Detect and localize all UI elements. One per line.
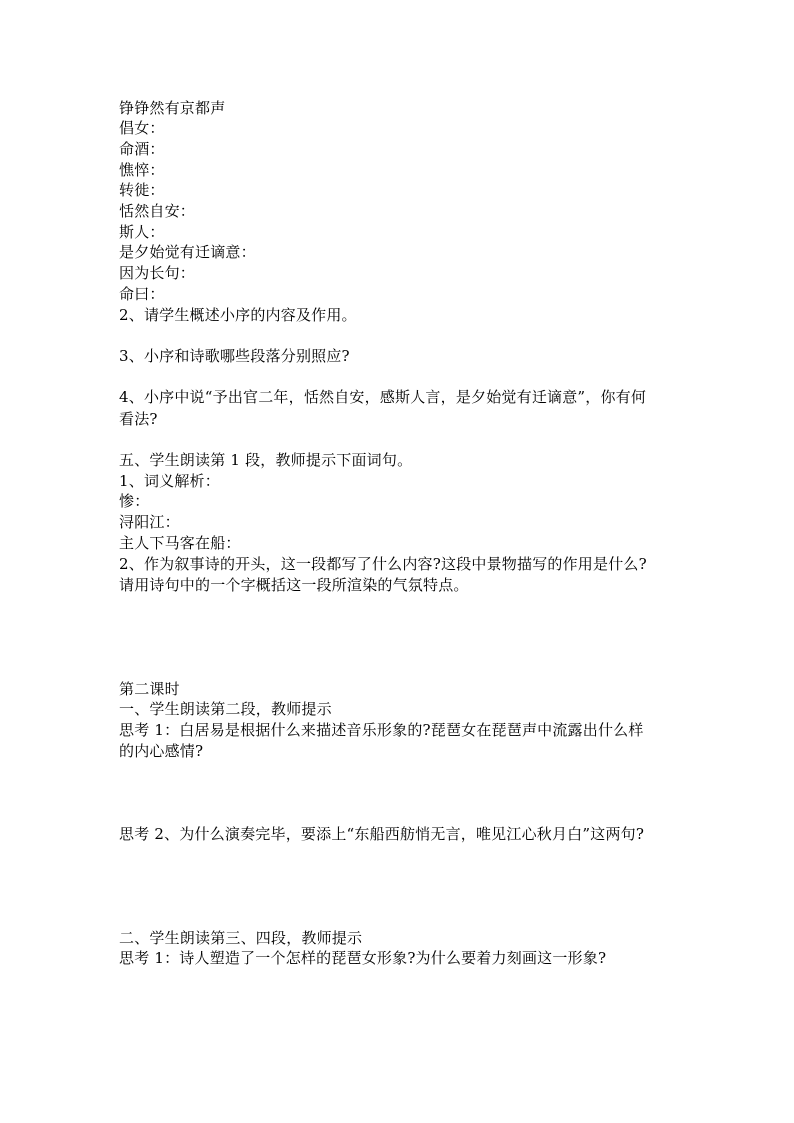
text-line: 思考 1：诗人塑造了一个怎样的琵琶女形象?为什么要着力刻画这一形象? (119, 949, 607, 967)
text-line: 请用诗句中的一个字概括这一段所渲染的气氛特点。 (119, 576, 469, 594)
text-line: 五、学生朗读第 1 段，教师提示下面词句。 (119, 451, 413, 469)
section-heading: 第二课时 (119, 680, 180, 698)
text-line: 倡女： (119, 119, 165, 137)
text-line: 思考 2、为什么演奏完毕，要添上“东船西舫悄无言，唯见江心秋月白”这两句? (119, 825, 645, 843)
text-line: 是夕始觉有迁谪意： (119, 243, 256, 261)
text-line: 憔悴： (119, 161, 165, 179)
text-line: 浔阳江： (119, 513, 180, 531)
text-line: 恬然自安： (119, 202, 196, 220)
text-line: 惨： (119, 492, 150, 510)
text-line: 1、词义解析： (119, 472, 220, 490)
text-line: 命酒： (119, 140, 165, 158)
text-line: 一、学生朗读第二段，教师提示 (119, 700, 332, 718)
text-line: 2、请学生概述小序的内容及作用。 (119, 306, 357, 324)
text-line: 的内心感情? (119, 742, 204, 760)
text-line: 看法? (119, 410, 158, 428)
text-line: 二、学生朗读第三、四段，教师提示 (119, 929, 363, 947)
text-line: 主人下马客在船： (119, 534, 241, 552)
text-line: 4、小序中说“予出官二年，恬然自安，感斯人言，是夕始觉有迁谪意”，你有何 (119, 388, 647, 406)
text-line: 3、小序和诗歌哪些段落分别照应? (119, 347, 350, 365)
text-line: 2、作为叙事诗的开头，这一段都写了什么内容?这段中景物描写的作用是什么? (119, 555, 647, 573)
text-line: 命曰： (119, 285, 165, 303)
text-line: 斯人： (119, 223, 165, 241)
text-line: 铮铮然有京都声 (119, 99, 226, 117)
text-line: 思考 1：白居易是根据什么来描述音乐形象的?琵琶女在琵琶声中流露出什么样 (119, 721, 644, 739)
text-line: 因为长句： (119, 264, 196, 282)
text-line: 转徙： (119, 181, 165, 199)
